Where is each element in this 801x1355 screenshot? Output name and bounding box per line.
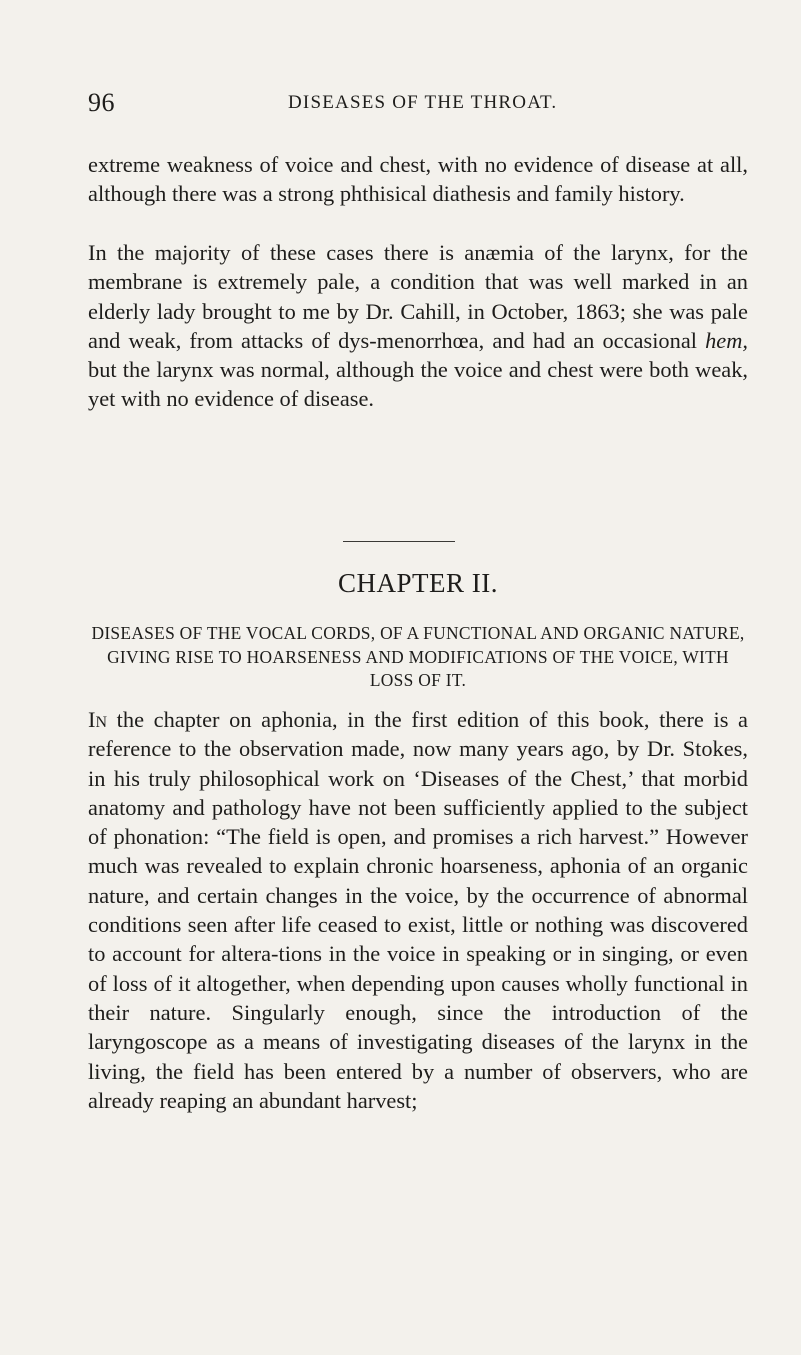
section-divider [343,541,455,542]
paragraph-anaemia [88,238,748,414]
paragraph-anaemia-text-end: but the larynx was normal, although the voice and chest were both weak, yet with no evidence of disease. [88,357,748,412]
paragraph-anaemia-italic: hem, [705,327,748,353]
paragraph-continued: extreme weakness of voice and chest, with no evidence of disease at all, although there was a strong phthisical diathesis and family history. [88,152,748,207]
chapter-subtitle: DISEASES OF THE VOCAL CORDS, OF A FUNCTIONAL AND ORGANIC NATURE, GIVING RISE TO HOARSENESS AND MODIFICATIONS OF THE VOICE, WITH LOSS OF IT. [91,623,745,690]
page-header [88,88,748,128]
page-number: 96 [88,88,115,117]
paragraph-anaemia-text-start: In the majority of these cases there is anæmia of the larynx, for the membrane is extremely pale, a condition that was well marked in an elderly lady brought to me by Dr. Cahill, in October, 1863; she was pale and weak, from attacks of dys-menorrhœa, and had an occasional [88,240,748,353]
chapter-title: CHAPTER II. [338,568,498,598]
chapter-opening-paragraph [88,705,748,1115]
opening-word: In [88,707,108,732]
chapter-opening-text: the chapter on aphonia, in the first edition of this book, there is a reference to the observation made, now many years ago, by Dr. Stokes, in his truly philosophical work on ‘Diseases of the Chest,’ that morbid anatomy and pathology have not been sufficiently applied to the subject of phonation: “The field is open, and promises a rich harvest.” However much was revealed to explain chronic hoarseness, aphonia of an organic nature, and certain changes in the voice, by the occurrence of abnormal conditions seen after life ceased to exist, little or nothing was discovered to account for altera-tions in the voice in speaking or in singing, or even of loss of it altogether, when depending upon causes wholly functional in their nature. Singularly enough, since the introduction of the laryngoscope as a means of investigating diseases of the larynx in the living, the field has been entered by a number of observers, who are already reaping an abundant harvest; [88,707,748,1113]
running-title: DISEASES OF THE THROAT. [288,92,558,113]
